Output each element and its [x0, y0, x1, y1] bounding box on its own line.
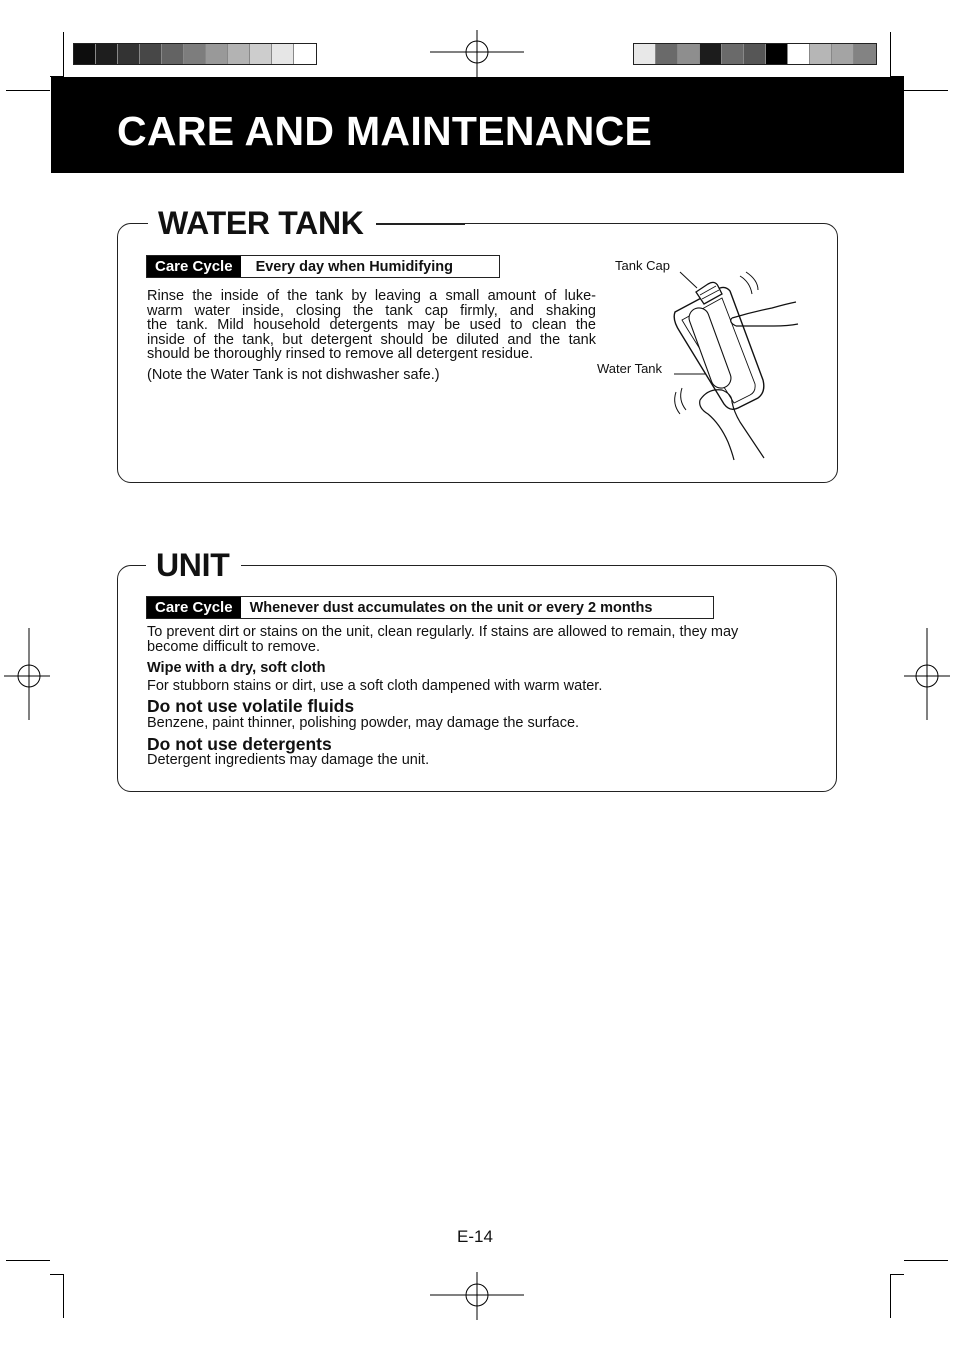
water-tank-title-rule	[365, 223, 465, 225]
care-cycle-value: Whenever dust accumulates on the unit or every 2 months	[249, 599, 653, 616]
body-line: the tank. Mild household detergents may be used to clean the	[147, 317, 596, 333]
water-tank-illustration	[660, 262, 810, 462]
intro-line: become difficult to remove.	[147, 638, 321, 655]
registration-mark-right	[904, 628, 950, 720]
color-swatch	[294, 44, 316, 64]
unit-title: UNIT	[146, 549, 241, 581]
color-swatch	[162, 44, 184, 64]
color-swatch	[250, 44, 272, 64]
volatile-text: Benzene, paint thinner, polishing powder, may damage the surface.	[147, 715, 580, 731]
color-swatch	[854, 44, 876, 64]
registration-mark-left	[4, 628, 50, 720]
color-swatch	[206, 44, 228, 64]
body-line: warm water inside, closing the tank cap firmly, and shaking	[147, 302, 596, 319]
color-swatch	[656, 44, 678, 64]
registration-mark-bottom	[430, 1272, 524, 1320]
registration-mark-top	[430, 30, 524, 78]
color-swatch	[634, 44, 656, 64]
unit-care-cycle	[146, 596, 714, 619]
intro-line: To prevent dirt or stains on the unit, clean regularly. If stains are allowed to remain, they may	[147, 624, 739, 640]
color-swatch	[810, 44, 832, 64]
color-swatch	[118, 44, 140, 64]
color-swatch	[678, 44, 700, 64]
color-swatch	[74, 44, 96, 64]
dishwasher-note: (Note the Water Tank is not dishwasher safe.)	[147, 366, 440, 383]
care-cycle-label: Care Cycle	[147, 597, 241, 618]
color-swatch	[744, 44, 766, 64]
care-cycle-value: Every day when Humidifying	[255, 258, 453, 275]
color-swatch	[184, 44, 206, 64]
detergents-text: Detergent ingredients may damage the unit.	[147, 752, 430, 768]
color-swatch	[832, 44, 854, 64]
body-line: should be thoroughly rinsed to remove all detergent residue.	[147, 346, 534, 362]
water-tank-body	[147, 289, 596, 382]
body-line: Rinse the inside of the tank by leaving a small amount of luke-	[147, 288, 596, 304]
body-line: inside of the tank, but detergent should be diluted and the tank	[147, 331, 596, 348]
color-swatch	[272, 44, 294, 64]
color-swatch	[722, 44, 744, 64]
color-swatch	[228, 44, 250, 64]
color-bar-right	[633, 43, 877, 65]
tank-cap-label: Tank Cap	[615, 258, 670, 273]
water-tank-label: Water Tank	[597, 361, 663, 376]
color-bar-left	[73, 43, 317, 65]
page-number: E-14	[457, 1227, 493, 1246]
care-cycle-label: Care Cycle	[147, 256, 241, 277]
water-tank-care-cycle	[146, 255, 500, 278]
color-swatch	[140, 44, 162, 64]
page-title: CARE AND MAINTENANCE	[117, 108, 653, 154]
color-swatch	[766, 44, 788, 64]
detergents-heading: Do not use detergents	[147, 734, 332, 754]
color-swatch	[788, 44, 810, 64]
wipe-heading: Wipe with a dry, soft cloth	[147, 660, 326, 676]
wipe-text: For stubborn stains or dirt, use a soft cloth dampened with warm water.	[147, 678, 603, 694]
volatile-heading: Do not use volatile fluids	[147, 696, 355, 716]
color-swatch	[700, 44, 722, 64]
page-header	[51, 77, 904, 173]
unit-intro	[147, 625, 827, 654]
water-tank-title: WATER TANK	[148, 207, 376, 239]
color-swatch	[96, 44, 118, 64]
